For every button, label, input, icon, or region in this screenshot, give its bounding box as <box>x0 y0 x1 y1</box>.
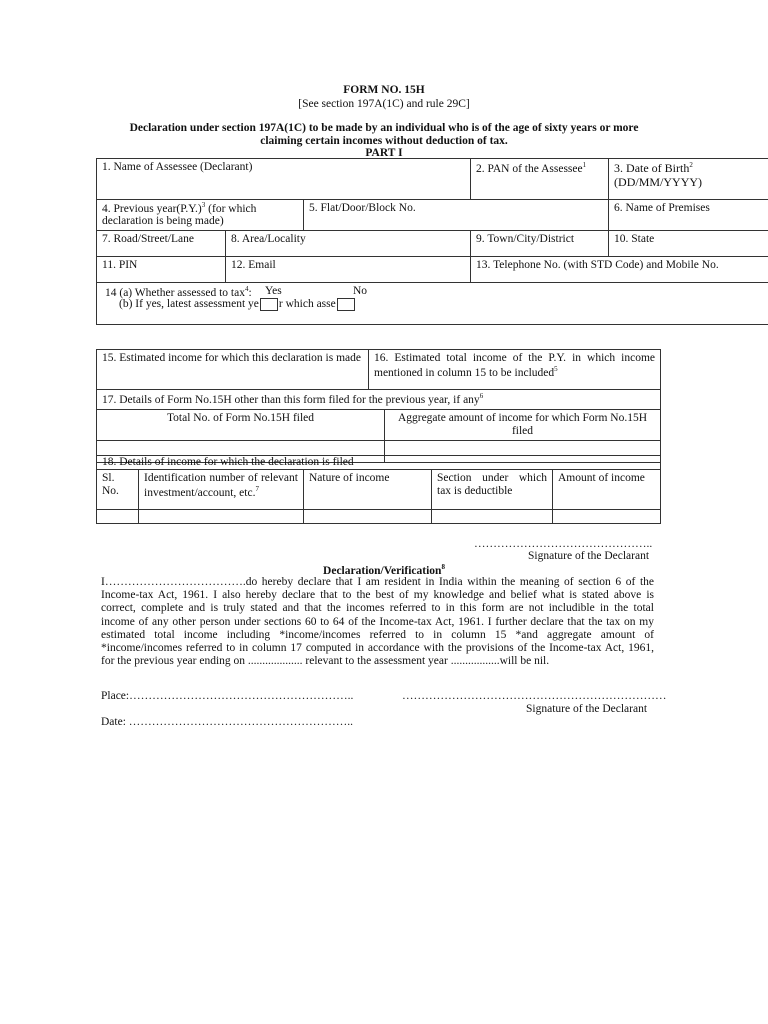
input-identification-number[interactable] <box>139 510 304 524</box>
field-13-label: 13. Telephone No. (with STD Code) and Mobile No. <box>476 259 719 272</box>
declaration-title-line2: claiming certain incomes without deduction of tax. <box>260 135 508 147</box>
declaration-line-5: estimated total income including *income/incomes referred to in column 15 *and aggregate amount of <box>101 628 654 641</box>
yes-option[interactable]: Yes <box>265 285 282 298</box>
assessment-year-checkbox[interactable] <box>260 298 278 311</box>
field-flat-door-block[interactable] <box>304 200 609 231</box>
field-estimated-income[interactable] <box>97 350 369 390</box>
field-14a-colon: : <box>248 286 252 299</box>
signature-line-top[interactable]: ……………………………………….. <box>474 538 653 550</box>
footnote-6: 6 <box>479 392 484 400</box>
column-total-forms <box>97 410 385 441</box>
field-date-of-birth[interactable] <box>609 159 768 200</box>
column-nature-of-income <box>304 470 432 510</box>
footnote-3: 3 <box>201 201 206 209</box>
field-11-label: 11. PIN <box>102 259 138 272</box>
declaration-line-7: for the previous year ending on ................... relevant to the assessment year .................will be nil. <box>101 655 550 668</box>
field-12-label: 12. Email <box>231 259 276 272</box>
declaration-line-6: *income/incomes referred to in column 17 computed in accordance with the provisions of the Income-tax Act, 1961, <box>101 642 654 655</box>
field-14b-text-2: r which asse <box>278 298 336 311</box>
field-18-col3-label: Nature of income <box>309 472 390 485</box>
field-3-format: (DD/MM/YYYY) <box>614 174 703 189</box>
field-14a-text: 14 (a) Whether assessed to tax <box>105 286 245 299</box>
signature-label-bottom: Signature of the Declarant <box>526 703 648 715</box>
field-14b-label <box>119 298 356 311</box>
input-sl-no[interactable] <box>97 510 139 524</box>
field-15-label: 15. Estimated income for which this declaration is made <box>102 352 361 364</box>
field-7-label: 7. Road/Street/Lane <box>102 233 194 246</box>
field-9-label: 9. Town/City/District <box>476 233 575 246</box>
field-6-label: 6. Name of Premises <box>614 202 710 214</box>
footnote-8: 8 <box>441 563 445 571</box>
field-assessed-to-tax <box>97 283 768 325</box>
no-option[interactable]: No <box>353 285 368 298</box>
field-4-label: 4. Previous year(P.Y.) <box>102 202 202 215</box>
footnote-7: 7 <box>255 485 259 494</box>
declaration-line-4: income of any other person under sections 60 to 64 of the Income-tax Act, 1961. I further declare that the tax on my <box>101 615 654 628</box>
field-17-header <box>97 390 661 410</box>
field-18-col1-label: Sl. No. <box>102 472 119 498</box>
place-field[interactable]: Place:………………………………………………….. <box>101 690 354 702</box>
field-18-header <box>97 456 661 470</box>
field-16-label: 16. Estimated total income of the P.Y. in which income mentioned in column 15 to be included <box>374 352 655 380</box>
column-amount <box>553 470 661 510</box>
field-road-street-lane[interactable] <box>97 231 226 257</box>
field-area-locality[interactable] <box>226 231 471 257</box>
declaration-line-1: I……………………………….do hereby declare that I am resident in India within the meaning of section 6 of the <box>101 576 654 588</box>
field-state[interactable] <box>609 231 768 257</box>
footnote-1: 1 <box>582 161 587 169</box>
part-title: PART I <box>365 147 403 159</box>
form15h-details-table <box>96 389 661 463</box>
column-aggregate-amount <box>385 410 661 441</box>
field-18-col4-label: Section under which tax is deductible <box>437 472 547 498</box>
income-estimate-table <box>96 349 661 390</box>
field-estimated-total-income[interactable] <box>369 350 661 390</box>
table-row <box>97 510 661 524</box>
signature-label-top: Signature of the Declarant <box>528 550 650 562</box>
date-field[interactable]: Date: ………………………………………………….. <box>101 716 354 728</box>
field-name-of-assessee[interactable] <box>97 159 471 200</box>
field-5-label: 5. Flat/Door/Block No. <box>309 202 416 214</box>
column-identification-number <box>139 470 304 510</box>
declaration-text <box>101 576 654 669</box>
declaration-line-2: Income-tax Act, 1961. I also hereby declare that to the best of my knowledge and belief what is stated above is <box>101 589 654 602</box>
field-pin[interactable] <box>97 257 226 283</box>
column-section <box>432 470 553 510</box>
footnote-4: 4 <box>244 285 249 294</box>
field-8-label: 8. Area/Locality <box>231 233 306 246</box>
field-name-of-premises[interactable] <box>609 200 768 231</box>
field-17-label: 17. Details of Form No.15H other than this form filed for the previous year, if any <box>102 393 480 406</box>
input-nature-of-income[interactable] <box>304 510 432 524</box>
field-3-label: 3. Date of Birth <box>614 161 690 175</box>
declaration-title-line1: Declaration under section 197A(1C) to be made by an individual who is of the age of sixty years or more <box>129 122 639 134</box>
part1-table <box>96 158 768 325</box>
field-17-col2-label: Aggregate amount of income for which Form No.15H filed <box>397 412 648 438</box>
field-18-col5-label: Amount of income <box>558 472 645 485</box>
footnote-5: 5 <box>554 365 558 374</box>
field-email[interactable] <box>226 257 471 283</box>
field-pan[interactable] <box>471 159 609 200</box>
field-1-label: 1. Name of Assessee (Declarant) <box>102 161 253 173</box>
declaration-line-3: correct, complete and is truly stated and that the incomes referred to in this form are not includible in the total <box>101 602 654 615</box>
assessment-year-checkbox-2[interactable] <box>337 298 355 311</box>
field-18-label: 18. Details of income for which the declaration is filed <box>102 456 354 468</box>
income-details-table <box>96 455 661 524</box>
input-amount[interactable] <box>553 510 661 524</box>
field-2-label: 2. PAN of the Assessee <box>476 162 583 175</box>
field-17-col1-label: Total No. of Form No.15H filed <box>166 412 315 425</box>
form-number: FORM NO. 15H <box>343 84 425 96</box>
column-sl-no <box>97 470 139 510</box>
signature-line-bottom[interactable]: …………………………………………………………… <box>402 690 667 702</box>
declaration-title-text: Declaration/Verification <box>323 564 442 577</box>
field-14b-text-1: (b) If yes, latest assessment ye <box>119 298 259 311</box>
field-telephone-mobile[interactable] <box>471 257 768 283</box>
input-section[interactable] <box>432 510 553 524</box>
field-4-label-line2: declaration is being made) <box>102 215 224 228</box>
field-10-label: 10. State <box>614 233 655 246</box>
field-4-label-cont: (for which <box>205 202 257 215</box>
field-previous-year[interactable] <box>97 200 304 231</box>
field-town-city-district[interactable] <box>471 231 609 257</box>
footnote-2: 2 <box>689 161 693 169</box>
form-reference: [See section 197A(1C) and rule 29C] <box>298 98 470 110</box>
field-18-col2-label: Identification number of relevant investment/account, etc. <box>144 472 298 500</box>
